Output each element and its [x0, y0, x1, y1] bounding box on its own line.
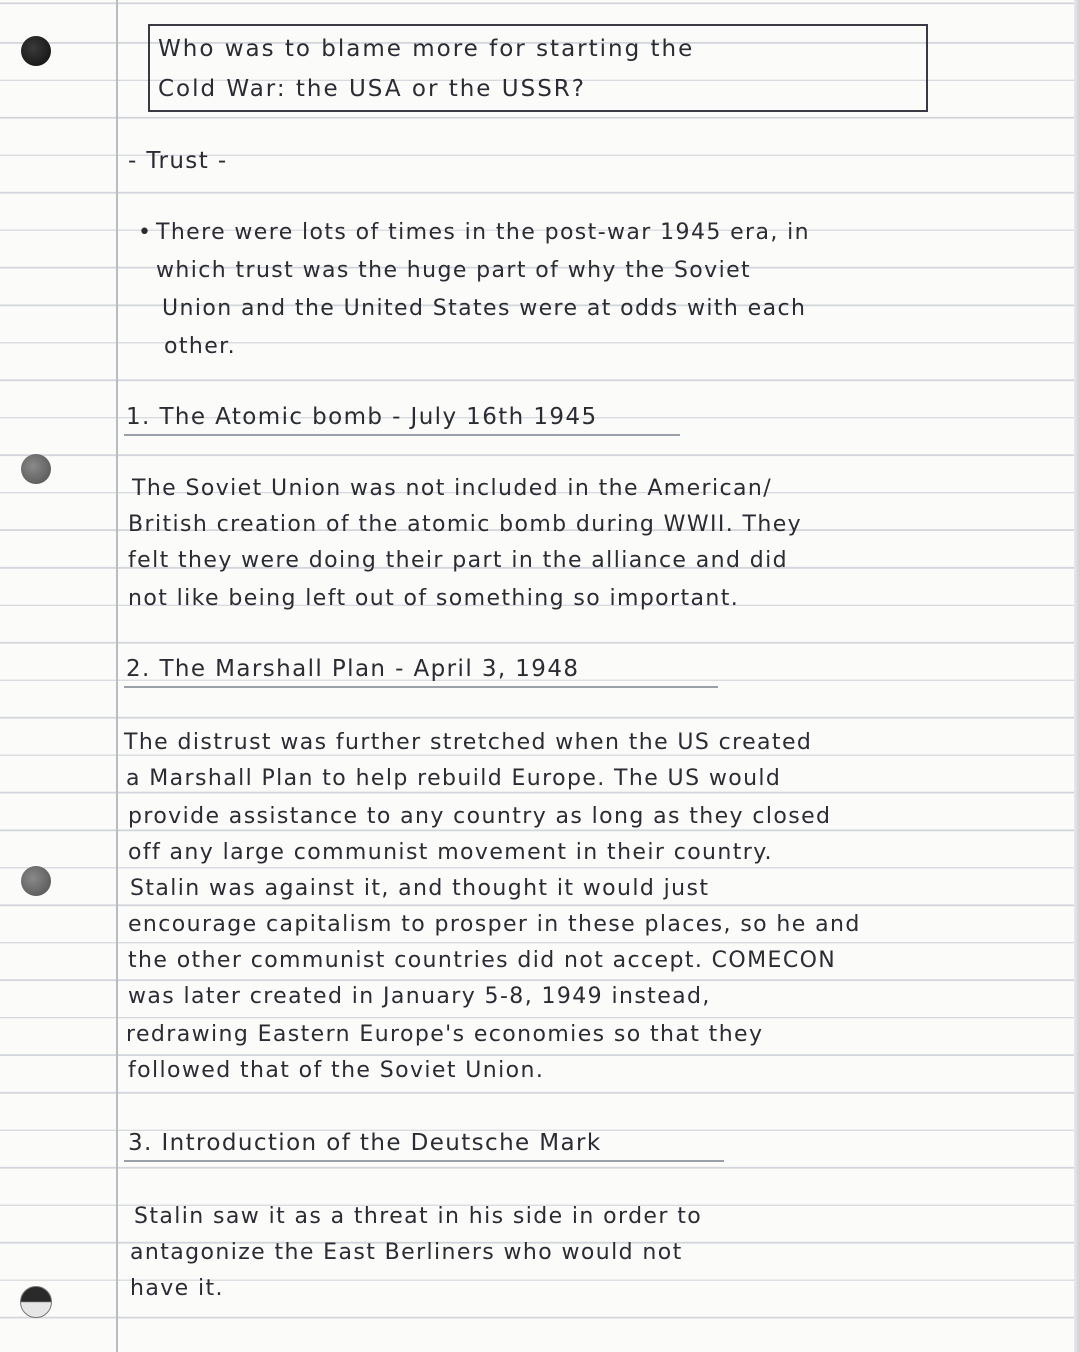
section-1-heading: 1. The Atomic bomb - July 16th 1945 [126, 404, 598, 430]
bullet-line-3: Union and the United States were at odds with each [162, 296, 807, 321]
section-3-heading: 3. Introduction of the Deutsche Mark [128, 1130, 602, 1156]
margin-line [116, 0, 118, 1352]
binder-hole-4 [20, 1286, 52, 1318]
section-2-line-8: was later created in January 5-8, 1949 instead, [128, 984, 711, 1009]
section-2-line-6: encourage capitalism to prosper in these places, so he and [128, 912, 861, 937]
section-1-line-4: not like being left out of something so important. [128, 586, 740, 611]
binder-hole-1 [21, 36, 51, 66]
section-1-line-1: The Soviet Union was not included in the American/ [132, 476, 773, 501]
section-2-line-5: Stalin was against it, and thought it would just [130, 876, 710, 901]
page-edge [1074, 0, 1080, 1352]
bullet-line-2: which trust was the huge part of why the Soviet [156, 258, 752, 283]
title-line-2: Cold War: the USA or the USSR? [158, 76, 586, 102]
section-3-line-1: Stalin saw it as a threat in his side in order to [134, 1204, 703, 1229]
section-2-heading: 2. The Marshall Plan - April 3, 1948 [126, 656, 580, 682]
section-1-underline [124, 434, 680, 436]
section-2-underline [124, 686, 718, 688]
title-line-1: Who was to blame more for starting the [158, 36, 695, 62]
section-3-line-2: antagonize the East Berliners who would not [130, 1240, 683, 1265]
bullet-line-4: other. [164, 334, 236, 359]
section-2-line-1: The distrust was further stretched when the US created [124, 730, 813, 755]
section-2-line-9: redrawing Eastern Europe's economies so that they [126, 1022, 764, 1047]
section-3-line-3: have it. [130, 1276, 224, 1301]
section-2-line-4: off any large communist movement in their country. [128, 840, 773, 865]
title-box [148, 24, 928, 112]
section-2-line-3: provide assistance to any country as long as they closed [128, 804, 832, 829]
section-2-line-2: a Marshall Plan to help rebuild Europe. The US would [126, 766, 782, 791]
section-1-line-3: felt they were doing their part in the alliance and did [128, 548, 788, 573]
section-2-line-10: followed that of the Soviet Union. [128, 1058, 545, 1083]
binder-hole-3 [21, 866, 51, 896]
section-heading-trust: - Trust - [128, 148, 228, 174]
binder-hole-2 [21, 454, 51, 484]
bullet-line-1: There were lots of times in the post-war 1945 era, in [156, 220, 811, 245]
section-2-line-7: the other communist countries did not accept. COMECON [128, 948, 837, 973]
bullet-symbol: • [138, 220, 153, 245]
section-1-line-2: British creation of the atomic bomb during WWII. They [128, 512, 803, 537]
section-3-underline [124, 1160, 724, 1162]
